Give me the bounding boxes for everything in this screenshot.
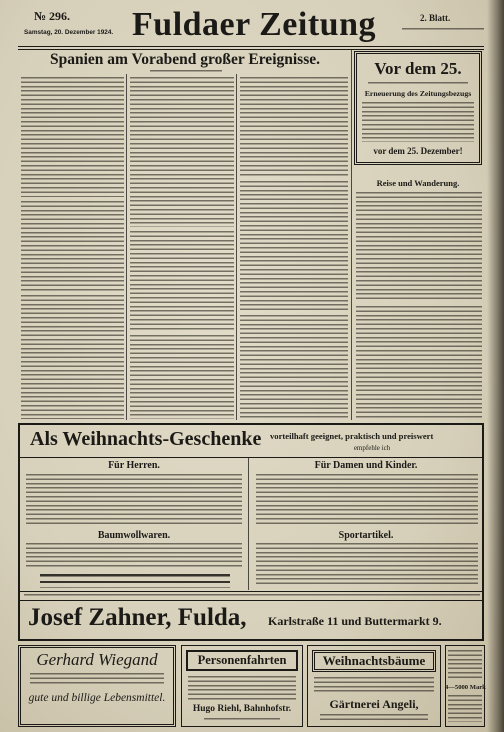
grocer-text — [30, 673, 164, 685]
rides-title: Personenfahrten — [186, 650, 298, 671]
section-sport: Sportartikel. — [338, 530, 394, 541]
column-rule — [236, 74, 237, 420]
trees-text — [314, 677, 434, 694]
issue-number: № 296. — [34, 9, 71, 23]
scan-edge-shadow — [487, 0, 504, 732]
price-list — [256, 474, 478, 524]
article-text — [130, 231, 234, 331]
ad-bold-lines — [40, 574, 230, 588]
article-text — [356, 192, 482, 302]
subscription-title: Vor dem 25. — [374, 59, 462, 78]
article-text — [240, 77, 348, 177]
article-text — [356, 306, 482, 419]
subscription-text — [368, 82, 468, 86]
christmas-ad-title: Als Weihnachts-Geschenke — [30, 428, 262, 450]
rides-text — [188, 676, 296, 700]
article-text — [130, 335, 234, 419]
article-text — [21, 77, 124, 197]
column-rule — [126, 74, 127, 420]
property-text — [448, 695, 482, 722]
grocer-name: Gerhard Wiegand — [36, 650, 158, 669]
trees-seller: Gärtnerei Angeli, — [329, 697, 419, 711]
grocer-slogan: gute und billige Lebensmittel. — [28, 692, 166, 704]
trees-text — [320, 714, 428, 722]
christmas-ad-tagline: vorteilhaft geeignet, praktisch und preiswert — [270, 431, 434, 441]
header-rule — [18, 46, 484, 50]
lead-headline: Spanien am Vorabend großer Ereignisse. — [49, 51, 320, 68]
price-list — [26, 474, 242, 524]
trees-title: Weihnachtsbäume — [312, 650, 436, 672]
section-women-children: Für Damen und Kinder. — [314, 460, 418, 471]
masthead: Fuldaer Zeitung — [132, 6, 376, 43]
ad-rule — [20, 591, 482, 592]
issue-date: Samstag, 20. Dezember 1924. — [24, 29, 114, 36]
christmas-ad-recommend: empfehle ich — [353, 444, 391, 452]
sheet-label: 2. Blatt. — [420, 13, 451, 23]
article-text — [240, 315, 348, 419]
article-text — [21, 295, 124, 419]
store-address: Karlstraße 11 und Buttermarkt 9. — [268, 614, 442, 628]
ad-rule — [20, 457, 482, 458]
section-cotton: Baumwollwaren. — [97, 530, 171, 541]
subscription-deadline: vor dem 25. Dezember! — [373, 146, 463, 156]
store-name: Josef Zahner, Fulda, — [28, 604, 247, 631]
rides-owner: Hugo Riehl, Bahnhofstr. — [192, 704, 292, 714]
travel-heading: Reise und Wanderung. — [376, 178, 460, 188]
column-rule — [351, 50, 352, 420]
subscription-highlight: Erneuerung des Zeitungsbezugs — [364, 89, 472, 98]
printer-imprint — [402, 28, 484, 32]
price-list — [26, 543, 242, 569]
rides-text — [204, 718, 280, 721]
article-text — [240, 181, 348, 311]
article-text — [21, 201, 124, 291]
lead-byline — [150, 70, 222, 73]
section-men: Für Herren. — [108, 460, 160, 471]
price-list — [256, 543, 478, 587]
ad-divider — [248, 458, 249, 590]
property-price: 4—5000 Mark — [445, 684, 486, 691]
ad-strip-text — [24, 594, 480, 598]
ad-rule — [20, 600, 482, 601]
property-text — [448, 650, 482, 680]
article-text — [130, 77, 234, 227]
subscription-text — [362, 102, 474, 142]
